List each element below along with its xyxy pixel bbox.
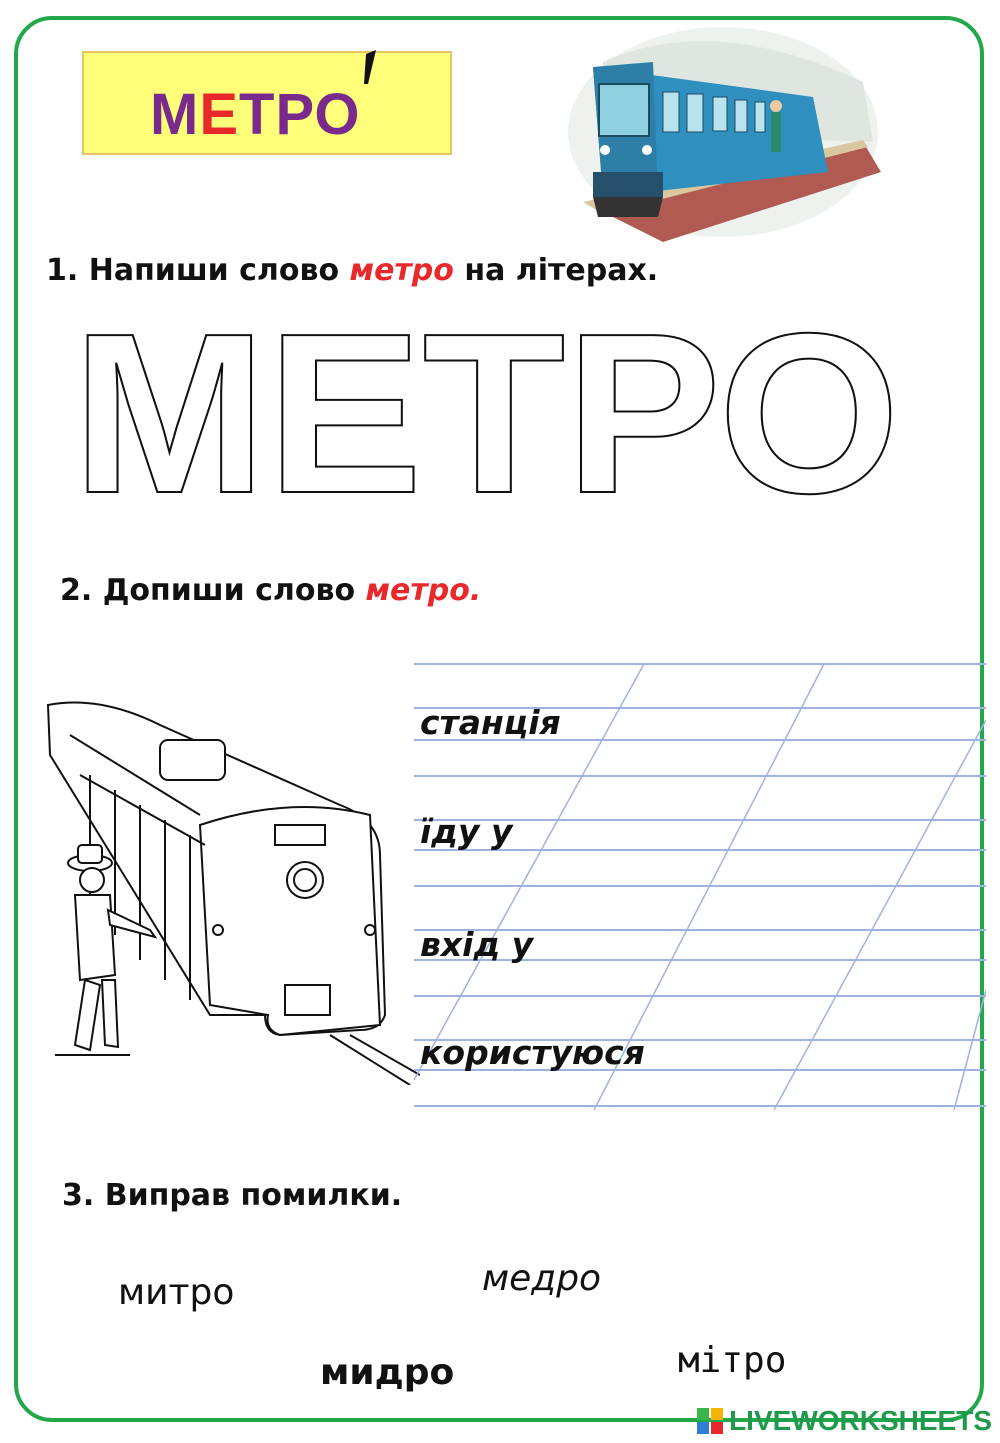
misspelled-word: митро — [118, 1272, 235, 1313]
task-1-highlight: метро — [349, 253, 454, 288]
train-line-drawing — [40, 695, 420, 1085]
title-letter: Е — [199, 82, 240, 147]
outline-word-svg — [70, 325, 910, 505]
task-2-suffix: . — [469, 573, 482, 608]
brand-name: LIVEWORKSHEETS — [729, 1405, 992, 1436]
task-2-instruction — [60, 573, 481, 608]
fill-word: їду у — [420, 812, 513, 851]
fill-word: вхід у — [420, 925, 534, 964]
misspelled-word: мидро — [320, 1352, 455, 1393]
title-letter: М — [150, 82, 200, 147]
task-3-instruction: 3. Виправ помилки. — [62, 1178, 403, 1213]
task-2-prefix: 2. Допиши слово — [60, 573, 366, 608]
title-letter: О — [314, 82, 361, 147]
title-letter: Т — [239, 82, 276, 147]
fill-word: користуюся — [420, 1033, 645, 1072]
task-2-highlight: метро — [365, 573, 470, 608]
outline-word: МЕТРО — [72, 325, 900, 505]
title-letter: Р — [275, 82, 315, 147]
metro-train-illustration — [563, 22, 883, 242]
task-1-suffix: на літерах. — [453, 253, 659, 288]
brand-logo — [697, 1405, 992, 1437]
task-1-instruction — [46, 253, 658, 288]
misspelled-word: мітро — [678, 1340, 787, 1381]
title-word — [150, 82, 361, 147]
brand-icon — [697, 1408, 723, 1434]
misspelled-word: медро — [482, 1258, 602, 1299]
fill-word: станція — [420, 703, 561, 742]
task-1-prefix: 1. Напиши слово — [46, 253, 350, 288]
